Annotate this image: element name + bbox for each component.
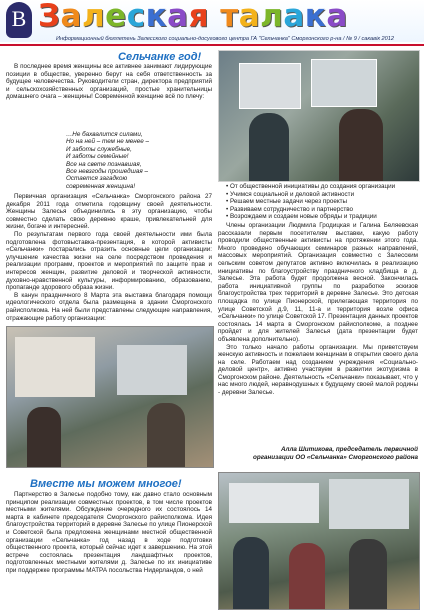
article-body-right [218, 222, 418, 397]
poem-line: И заботы служебные, [66, 145, 132, 153]
signature-name: Алла Шитикова, председатель первичной [280, 446, 418, 453]
poem-line: Все на свете познавшая, [66, 160, 142, 168]
poem-line: Но на ней – тем не менее – [66, 138, 149, 146]
person-figure [27, 407, 61, 467]
person-figure [349, 539, 387, 609]
photo-board [239, 63, 301, 109]
photo-poster [15, 337, 95, 397]
signature-org: организации ОО «Сельчанка» Сморгонского района [253, 453, 418, 461]
article-signature [218, 446, 418, 461]
person-figure [289, 543, 325, 609]
bulletin-logo: В [6, 2, 32, 38]
bulletin-subtitle: Информационный бюллетень Залесского социально-досугового центра ГА "Сельчанка" Сморгонского р-на / № 9 / сакавік 2012 [56, 36, 394, 42]
header-divider [0, 44, 424, 46]
article2-body [6, 491, 212, 575]
paragraph: В канун праздничного 8 Марта эта выставка благодаря помощи идеологического отдела была размещена в здании Сморгонского райисполкома. На ней были представлены следующие направления, отражающие работу организации: [6, 291, 212, 322]
poem-line: И заботы семейные! [66, 153, 129, 161]
exhibition-photo [218, 50, 420, 182]
article-heading: Вместе мы можем многое! [30, 478, 182, 490]
directions-list [226, 183, 418, 221]
paragraph: Партнерство в Залесье подобно тому, как давно стало основным принципом реализации совместных проектов, в том числе проектов местными жителями. Обсуждение очередного их состоялось 14 марта в кабинете председателя Сморгонского райисполкома. Идея благоустройства территорий в деревне Залесье по улице Пионерской и Советской была предложена женщинами местной общественной организации «Сельчанка» год назад в ходе подготовки общественного проекта, который сейчас идет к завершению. На этой встрече состоялась презентация ландшафтных проектов, подготовленных местными жителями д. Залесье по их инициативе при поддержке программы МАТРА посольства Нидерландов, о ней [6, 491, 212, 574]
paragraph: По результатам первого года своей деятельности ими была подготовлена фотовыставка-презентация, в которой активисты «Сельчанки» постарались отразить основные цели организации: улучшение качества жизни на селе посредством проведения и реализации программ, проектов и мероприятий по защите прав и интересов женщин, развитие деловой и творческой активности, духовно-нравственной культуры, информированию, образованию, пропаганде здорового образа жизни. [6, 230, 212, 292]
poem-line: Остается загадкою [66, 175, 128, 183]
poem [66, 131, 216, 190]
paragraph: Первичная организация «Сельчанка» Сморгонского района 27 декабря 2011 года отметила годовщину своей деятельности. Женщины Залесья объединились в эту организацию, чтобы совместно сделать свою деревню краше, привлекательней для жизни, богаче и интересней. [6, 193, 212, 231]
photo-poster [229, 483, 319, 523]
list-item: • Развиваем сотрудничество и партнерство [226, 206, 418, 214]
presentation-photo [218, 472, 420, 610]
person-figure [233, 537, 269, 609]
person-figure [249, 113, 289, 181]
poem-line: современная женщина! [66, 182, 136, 190]
list-item: • Учимся социальной и деловой активности [226, 191, 418, 199]
bulletin-title: Залеская талака [38, 0, 348, 34]
article-intro: В последнее время женщины все активнее занимают лидирующие позиции в обществе, уверенно берут на себя ответственность за будущее человечества. Руководители стран, директора предприятий и сельскохозяйственных организаций, простые хранительницы домашнего очага – женщины! Современной женщине всё по плечу: [6, 63, 212, 101]
photo-poster [117, 345, 187, 395]
paragraph: Члены организации Людмила Гродицкая и Галина Беляевская рассказали первым посетителям выставки, какую работу проводили общественные активисты на протяжении этого года. Много проведено обучающих семинаров разных направлений, массовых мероприятий. Организация совместно с Залесским сельским советом депутатов активно включилась в реализацию инициативы по благоустройству праздничного кладбища в д. Залесье. Эта работа будет продолжена весной. Закончилась работа инициативной группы по разработке эскизов благоустройства трех территорий в деревне Залесье. Это детская площадка по улице Пионерской, прилегающая территория по улице Советской д.9, 11, 11-а и территория возле офиса «Сельчанки» по улице Советской 17. Презентация данных проектов состоялась 14 марта в Сморгонском райисполкоме, а позднее пройдет и для жителей Залесья (дата презентации будет объявлена дополнительно). [218, 222, 418, 343]
meeting-photo [6, 326, 214, 468]
list-item: • Решаем местные задачи через проекты [226, 198, 418, 206]
photo-board [311, 59, 377, 107]
article-body-left [6, 193, 212, 322]
person-figure [339, 109, 383, 181]
article-heading: Сельчанке год! [118, 51, 202, 63]
list-item: • Возрождаем и создаем новые обряды и традиции [226, 213, 418, 221]
poem-line: …Не бахвалится силами, [66, 131, 143, 138]
poem-line: Все невзгоды прошедшая – [66, 168, 148, 176]
paragraph: Это только начало работы организации. Мы приветствуем женскую активность и пожелаем женщинам в открытии своего дела на селе. Работаем над созданием учреждения «Социально-деловой центр», активно участвуем в развитии экотуризма в Сморгонском районе. Деятельность «Сельчанки» показывает, что у нас много людей, неравнодушных к будущему своей малой родины - деревни Залесье. [218, 343, 418, 397]
person-figure [147, 403, 185, 467]
list-item: • От общественной инициативы до создания организации [226, 183, 418, 191]
photo-poster [329, 479, 409, 529]
